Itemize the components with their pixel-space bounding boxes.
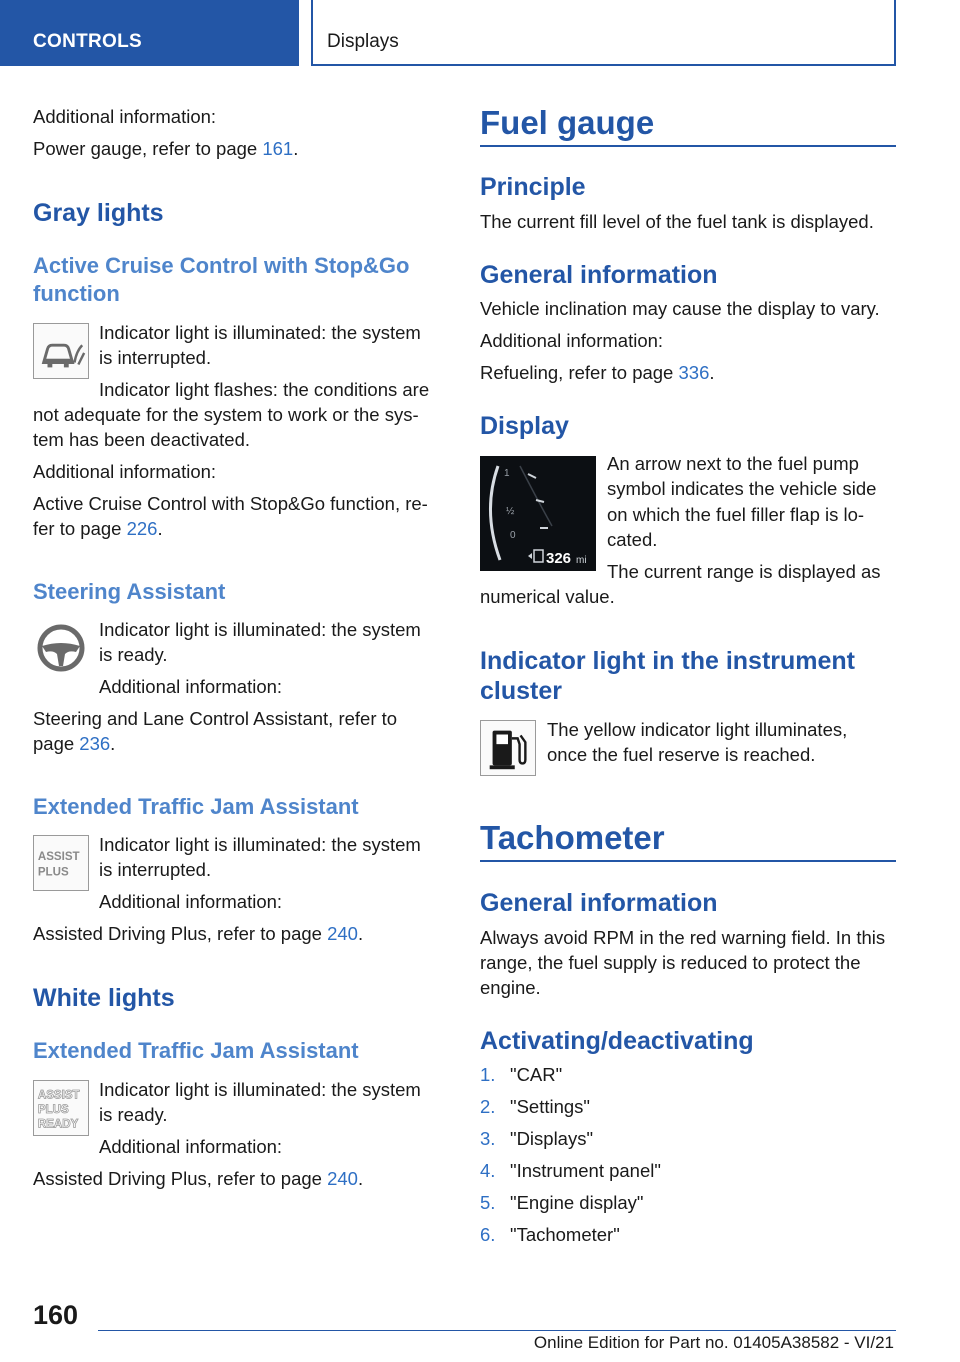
step-text: "Engine display"	[510, 1192, 644, 1213]
ref-suffix: .	[709, 362, 715, 383]
fuel-gauge-heading: Fuel gauge	[480, 104, 655, 141]
steering-text-1: Indicator light is illuminated: the system	[99, 619, 421, 640]
tach-text-3: engine.	[480, 977, 541, 998]
svg-text:PLUS: PLUS	[37, 866, 69, 879]
power-gauge-ref	[33, 136, 298, 161]
heading-divider	[480, 145, 896, 147]
etja-gray-text-1: Indicator light is illuminated: the system	[99, 834, 421, 855]
page-link-240[interactable]: 240	[327, 1168, 358, 1189]
acc-ref-2	[33, 516, 163, 541]
section-tab	[0, 0, 299, 66]
etja-white-ref	[33, 1166, 363, 1191]
page-number: 160	[33, 1300, 79, 1330]
svg-text:mi: mi	[576, 555, 587, 566]
ref-suffix: .	[157, 518, 163, 539]
tach-general-heading: General information	[480, 889, 718, 917]
fuel-pump-icon	[480, 720, 536, 776]
step-number: 6.	[480, 1224, 496, 1245]
svg-text:326: 326	[546, 550, 572, 567]
cruise-control-icon	[33, 323, 89, 379]
etja-gray-ref	[33, 921, 363, 946]
step-text: "Instrument panel"	[510, 1160, 661, 1181]
etja-white-text-2: is ready.	[99, 1104, 168, 1125]
steering-add-info: Additional information:	[99, 676, 283, 697]
principle-heading: Principle	[480, 173, 586, 201]
edition-text: Online Edition for Part no. 01405A38582 - VI/21	[533, 1333, 894, 1352]
assist-plus-icon	[33, 835, 89, 891]
etja-white-heading: Extended Traffic Jam Assistant	[33, 1038, 359, 1063]
display-text-3: on which the fuel filler flap is lo‐	[607, 504, 865, 525]
acc-add-info: Additional information:	[33, 461, 217, 482]
ref-suffix: .	[357, 923, 364, 944]
acc-text-3: Indicator light flashes: the conditions are	[99, 379, 430, 400]
page-link-336[interactable]: 336	[678, 362, 710, 383]
steering-ref-1: Steering and Lane Control Assistant, refer to	[33, 708, 398, 729]
tachometer-heading: Tachometer	[480, 819, 665, 856]
acc-text-5: tem has been deactivated.	[33, 429, 251, 450]
step-text: "Settings"	[510, 1096, 590, 1117]
etja-gray-add-info: Additional information:	[99, 891, 283, 912]
ref-suffix: .	[357, 1168, 364, 1189]
section-label: CONTROLS	[33, 31, 143, 52]
ref-text: fer to page	[33, 518, 127, 539]
footer-divider	[98, 1330, 896, 1331]
fuel-display-image	[480, 456, 596, 571]
acc-heading-line2: function	[33, 281, 120, 306]
add-info-label: Additional information:	[33, 106, 217, 127]
indicator-heading-line2: cluster	[480, 677, 562, 705]
acc-text-1: Indicator light is illuminated: the system	[99, 322, 421, 343]
svg-text:PLUS: PLUS	[37, 1103, 69, 1116]
svg-text:ASSIST: ASSIST	[37, 851, 80, 864]
display-text-6: numerical value.	[480, 586, 615, 607]
ref-text: Power gauge, refer to page	[33, 138, 263, 159]
refuel-ref	[480, 360, 715, 385]
display-text-2: symbol indicates the vehicle side	[607, 478, 877, 499]
steering-ref-2	[33, 731, 115, 756]
steering-text-2: is ready.	[99, 644, 168, 665]
steering-wheel-icon	[33, 620, 89, 676]
step-number: 3.	[480, 1128, 496, 1149]
ref-suffix: .	[110, 733, 116, 754]
ref-text: page	[33, 733, 80, 754]
page-link-240[interactable]: 240	[327, 923, 358, 944]
white-lights-heading: White lights	[33, 984, 175, 1012]
page-link-236[interactable]: 236	[79, 733, 111, 754]
step-number: 5.	[480, 1192, 496, 1213]
general-info-heading: General information	[480, 261, 718, 289]
activating-heading: Activating/deactivating	[480, 1027, 754, 1055]
step-text: "Tachometer"	[510, 1224, 620, 1245]
tach-text-2: range, the fuel supply is reduced to protect the	[480, 952, 861, 973]
acc-text-4: not adequate for the system to work or the sys‐	[33, 404, 419, 425]
tach-text-1: Always avoid RPM in the red warning field. In this	[480, 927, 886, 948]
step-number: 2.	[480, 1096, 496, 1117]
svg-text:½: ½	[506, 506, 515, 517]
acc-text-2: is interrupted.	[99, 347, 212, 368]
svg-text:0: 0	[510, 530, 516, 541]
heading-divider	[480, 860, 896, 862]
principle-text: The current fill level of the fuel tank is displayed.	[480, 211, 874, 232]
assist-plus-ready-icon	[33, 1080, 89, 1136]
page-link-161[interactable]: 161	[262, 138, 294, 159]
display-text-5: The current range is displayed as	[607, 561, 881, 582]
fuel-add-info: Additional information:	[480, 330, 664, 351]
page-link-226[interactable]: 226	[126, 518, 158, 539]
svg-text:ASSIST: ASSIST	[37, 1089, 80, 1102]
page-header	[0, 0, 960, 66]
acc-ref-1: Active Cruise Control with Stop&Go function, re‐	[33, 493, 428, 514]
indicator-heading-line1: Indicator light in the instrument	[480, 647, 855, 675]
indicator-text-2: once the fuel reserve is reached.	[547, 744, 816, 765]
ref-text: Assisted Driving Plus, refer to page	[33, 923, 328, 944]
svg-text:1: 1	[504, 468, 510, 479]
etja-white-text-1: Indicator light is illuminated: the system	[99, 1079, 421, 1100]
chapter-label: Displays	[327, 31, 399, 52]
step-text: "Displays"	[510, 1128, 594, 1149]
ref-suffix: .	[293, 138, 299, 159]
display-text-1: An arrow next to the fuel pump	[607, 453, 859, 474]
step-text: "CAR"	[510, 1064, 563, 1085]
gray-lights-heading: Gray lights	[33, 199, 164, 227]
ref-text: Assisted Driving Plus, refer to page	[33, 1168, 328, 1189]
etja-white-add-info: Additional information:	[99, 1136, 283, 1157]
svg-text:READY: READY	[37, 1118, 79, 1131]
general-text: Vehicle inclination may cause the display to vary.	[480, 298, 880, 319]
ref-text: Refueling, refer to page	[480, 362, 679, 383]
step-number: 1.	[480, 1064, 496, 1085]
etja-gray-heading: Extended Traffic Jam Assistant	[33, 794, 359, 819]
step-number: 4.	[480, 1160, 496, 1181]
display-heading: Display	[480, 412, 569, 440]
acc-heading-line1: Active Cruise Control with Stop&Go	[33, 253, 410, 278]
etja-gray-text-2: is interrupted.	[99, 859, 212, 880]
steering-heading: Steering Assistant	[33, 579, 226, 604]
display-text-4: cated.	[607, 529, 658, 550]
chapter-tab	[311, 0, 896, 66]
indicator-text-1: The yellow indicator light illuminates,	[547, 719, 848, 740]
